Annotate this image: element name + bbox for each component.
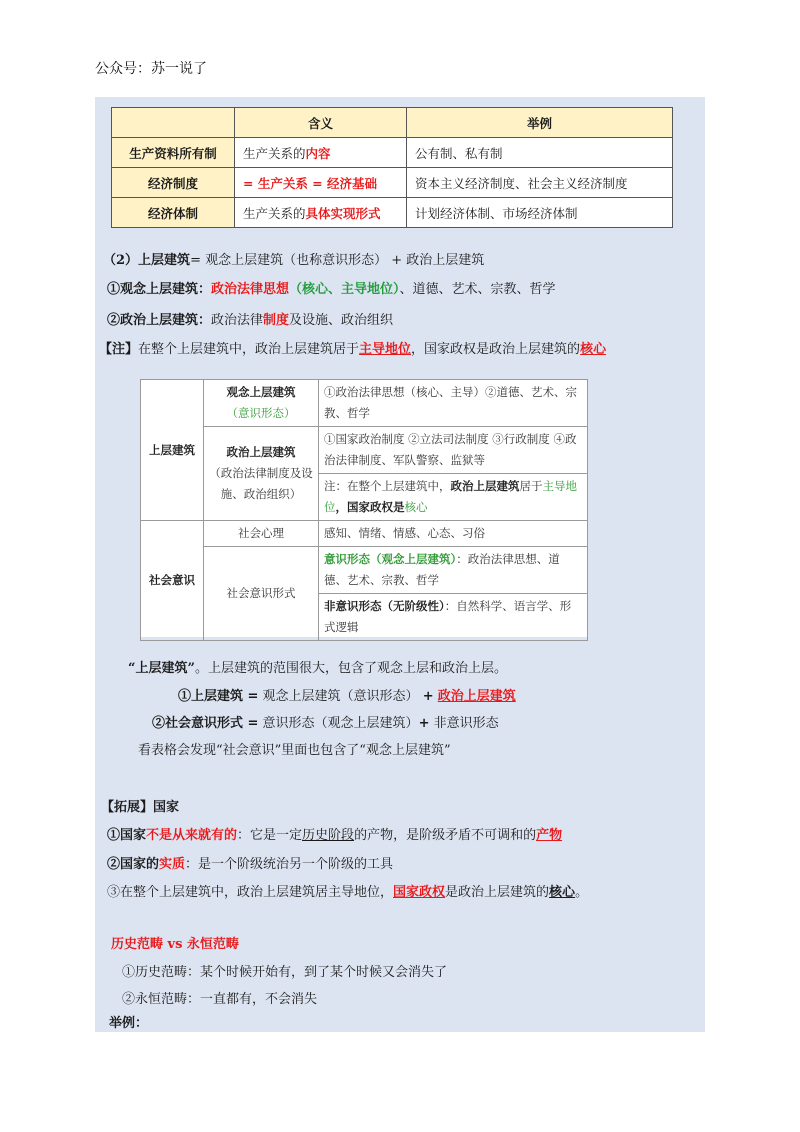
example-label: 举例：: [109, 1016, 149, 1031]
row-head: 经济制度: [112, 168, 235, 198]
ideological-superstructure-item: ①观念上层建筑：政治法律思想（核心、主导地位）、道德、艺术、宗教、哲学: [107, 282, 556, 297]
social-psychology-content: 感知、情绪、情感、心态、习俗: [319, 521, 588, 547]
expand-item-2: ②国家的实质：是一个阶级统治另一个阶级的工具: [107, 857, 394, 872]
row-example: 计划经济体制、市场经济体制: [407, 198, 673, 228]
account-header: 公众号：苏一说了: [95, 61, 207, 77]
table-row: [141, 547, 588, 594]
explain-line-4: 看表格会发现“社会意识”里面也包含了“观念上层建筑”: [138, 743, 451, 758]
category-item-2: ②永恒范畴：一直都有，不会消失: [122, 992, 318, 1007]
social-psychology-cell: 社会心理: [204, 521, 319, 547]
table-row: [141, 427, 588, 474]
table-row: [112, 138, 673, 168]
row-group-superstructure: 上层建筑: [141, 380, 204, 521]
table-row: [141, 521, 588, 547]
col-header-example: 举例: [407, 108, 673, 138]
explain-line-2: ①上层建筑 = 观念上层建筑（意识形态） + 政治上层建筑: [178, 689, 516, 704]
expand-title: 【拓展】国家: [101, 800, 180, 815]
ideological-cell: 观念上层建筑 （意识形态）: [204, 380, 319, 427]
explain-line-3: ②社会意识形式 = 意识形态（观念上层建筑）+ 非意识形态: [152, 716, 499, 731]
superstructure-table-image: [140, 379, 588, 637]
row-meaning: 生产关系的具体实现形式: [235, 198, 407, 228]
ideology-content: 意识形态（观念上层建筑）：政治法律思想、道德、艺术、宗教、哲学: [319, 547, 588, 594]
political-content: ①国家政治制度 ②立法司法制度 ③行政制度 ④政治法律制度、军队警察、监狱等: [319, 427, 588, 474]
explain-line-1: “上层建筑”。上层建筑的范围很大，包含了观念上层和政治上层。: [128, 661, 507, 676]
expand-item-1: ①国家不是从来就有的：它是一定历史阶段的产物，是阶级矛盾不可调和的产物: [107, 828, 563, 843]
ideological-content: ①政治法律思想（核心、主导）②道德、艺术、宗教、哲学: [319, 380, 588, 427]
section-2-heading: （2）上层建筑= 观念上层建筑（也称意识形态） + 政治上层建筑: [103, 253, 485, 268]
expand-item-3: ③在整个上层建筑中，政治上层建筑居主导地位，国家政权是政治上层建筑的核心。: [107, 885, 589, 900]
consciousness-forms-cell: 社会意识形式: [204, 547, 319, 641]
category-item-1: ①历史范畴：某个时候开始有，到了某个时候又会消失了: [122, 965, 448, 980]
row-group-social-consciousness: 社会意识: [141, 521, 204, 641]
note-line: 【注】在整个上层建筑中，政治上层建筑居于主导地位，国家政权是政治上层建筑的核心: [99, 342, 607, 357]
superstructure-table: [140, 379, 588, 641]
col-header-blank: [112, 108, 235, 138]
category-title: 历史范畴 vs 永恒范畴: [111, 937, 239, 952]
table-header-row: [112, 108, 673, 138]
political-cell: 政治上层建筑 （政治法律制度及设施、政治组织）: [204, 427, 319, 521]
economic-terms-table: [111, 107, 673, 228]
notes-panel: [95, 97, 705, 1032]
row-example: 公有制、私有制: [407, 138, 673, 168]
political-superstructure-item: ②政治上层建筑：政治法律制度及设施、政治组织: [107, 313, 394, 328]
table-row: [112, 198, 673, 228]
row-head: 经济体制: [112, 198, 235, 228]
non-ideology-content: 非意识形态（无阶级性）：自然科学、语言学、形式逻辑: [319, 594, 588, 641]
row-head: 生产资料所有制: [112, 138, 235, 168]
table-row: [112, 168, 673, 198]
col-header-meaning: 含义: [235, 108, 407, 138]
political-note: 注：在整个上层建筑中，政治上层建筑居于主导地位，国家政权是核心: [319, 474, 588, 521]
row-example: 资本主义经济制度、社会主义经济制度: [407, 168, 673, 198]
table-row: [141, 380, 588, 427]
row-meaning: 生产关系的内容: [235, 138, 407, 168]
row-meaning: = 生产关系 = 经济基础: [235, 168, 407, 198]
